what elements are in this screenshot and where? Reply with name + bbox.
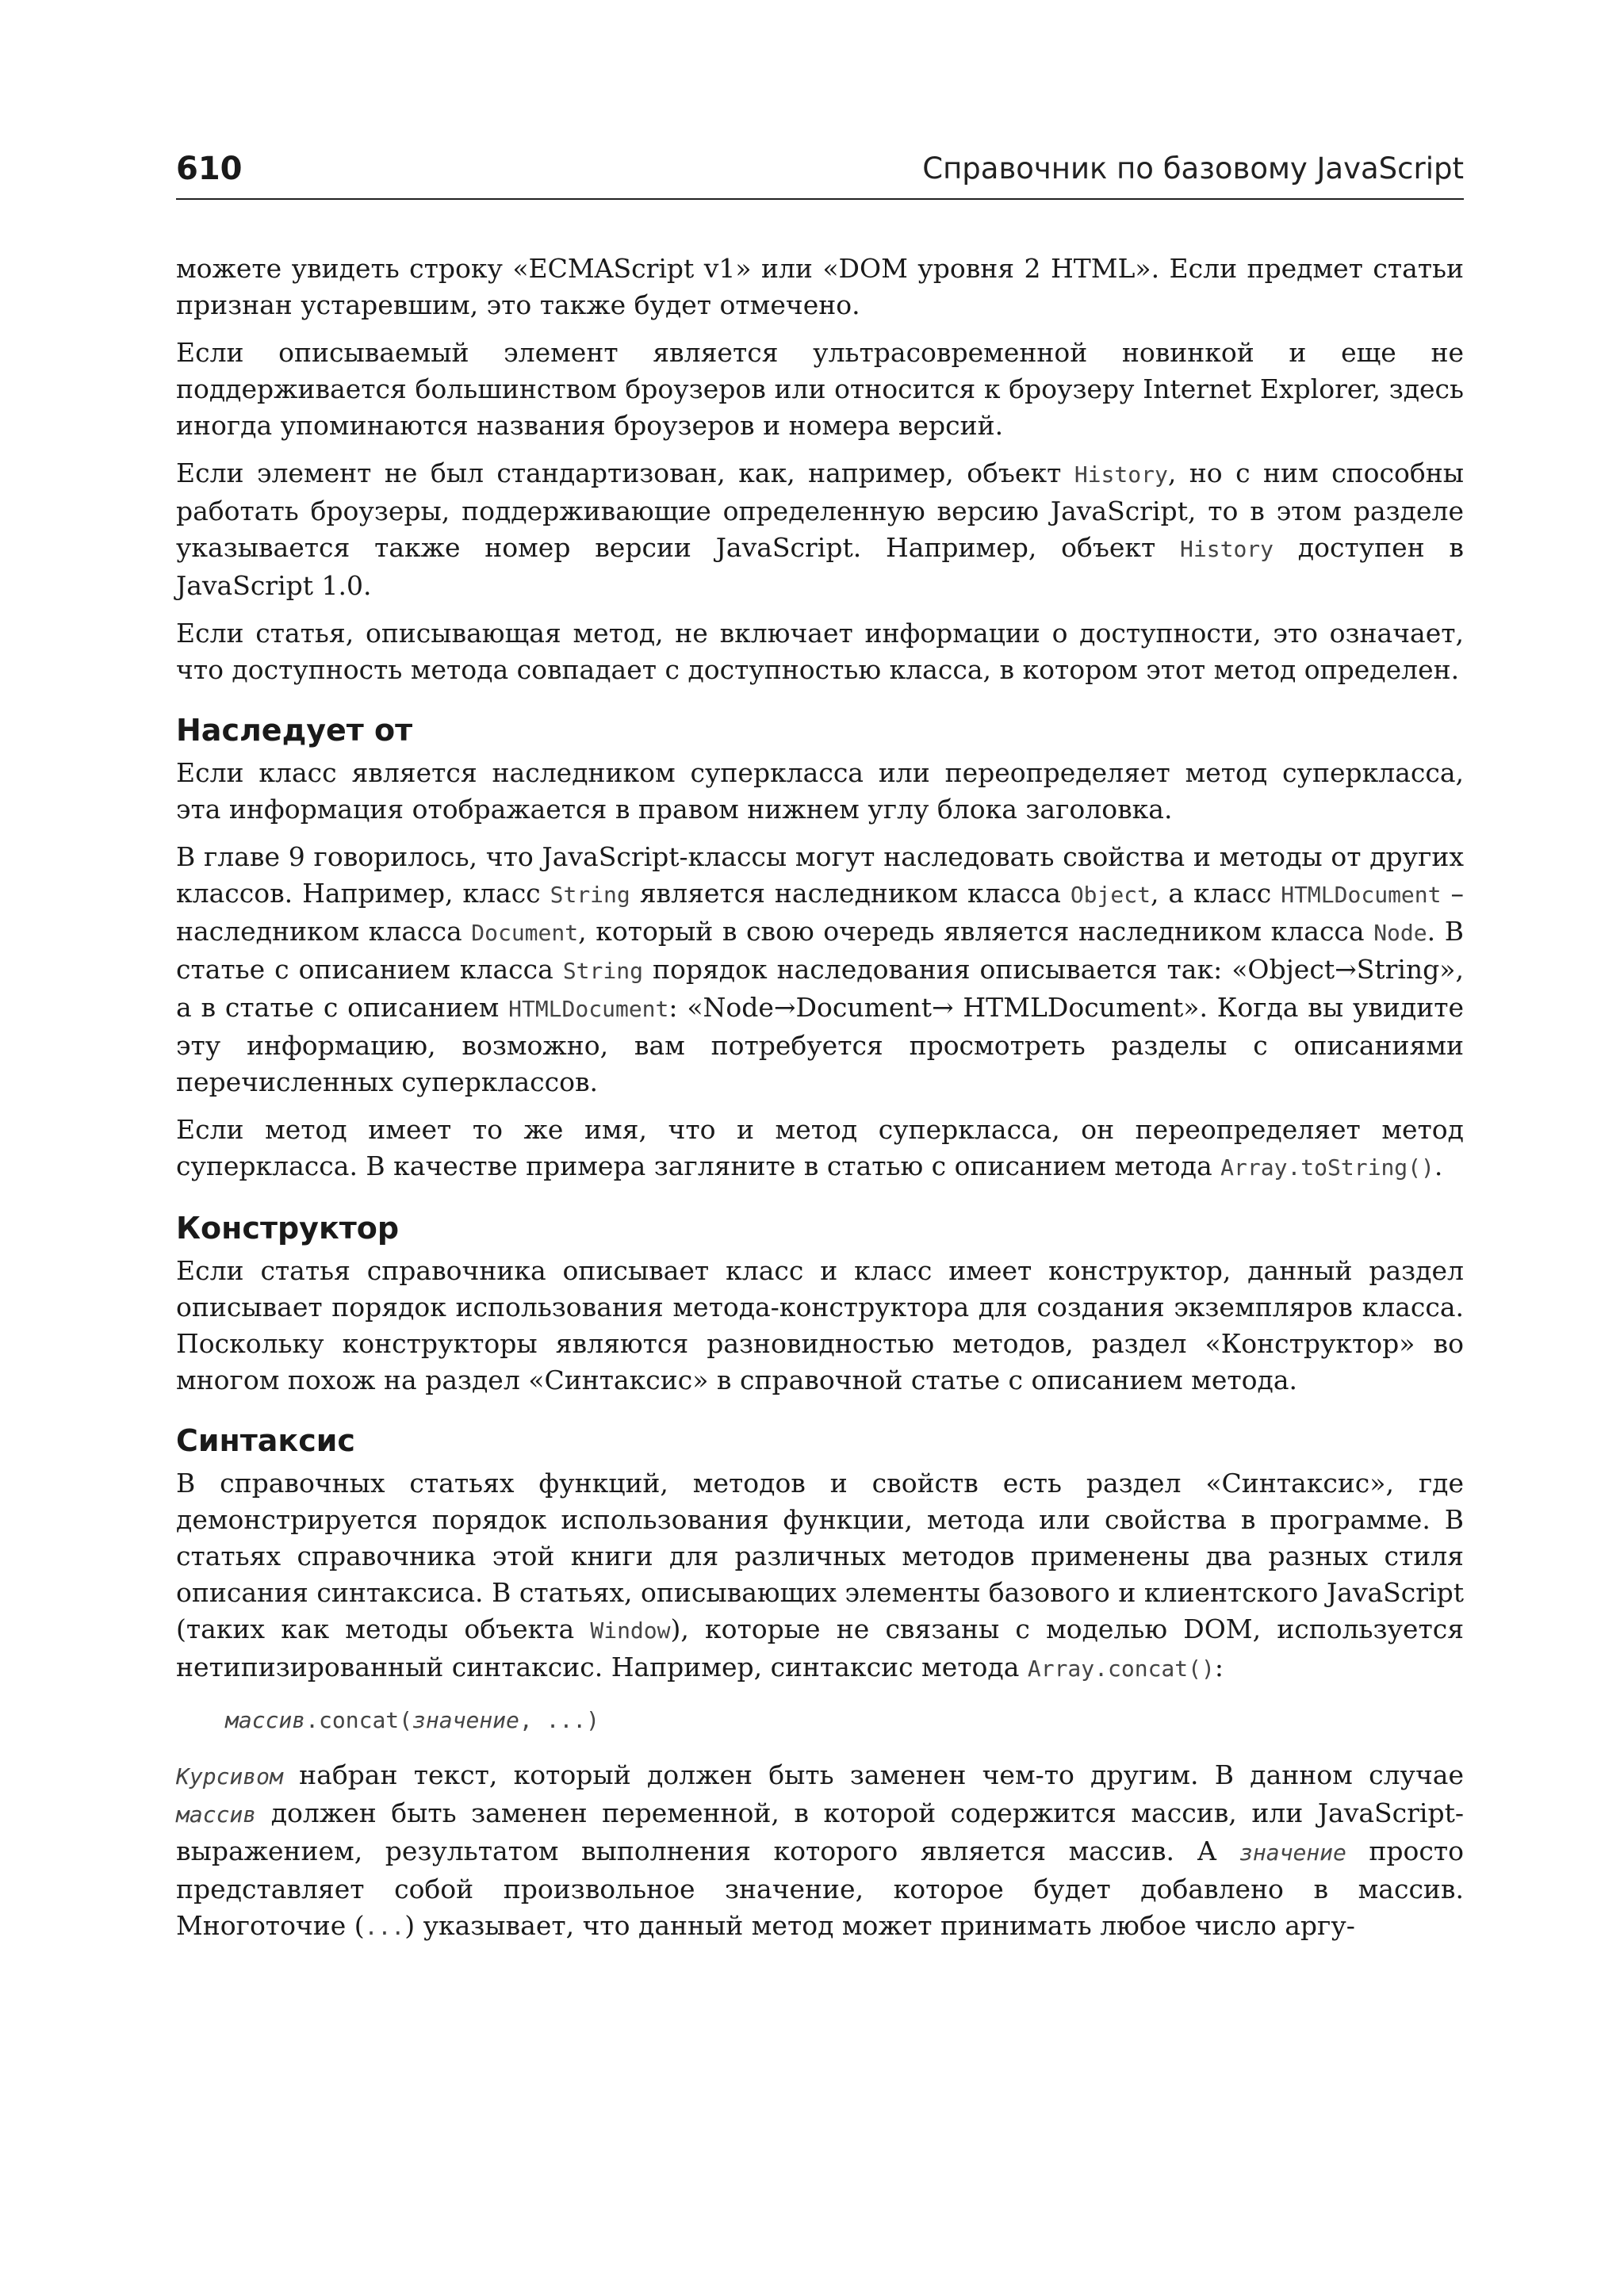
text-run: доступен в JavaScript 1.0. <box>176 532 1464 601</box>
section-heading-syntax: Синтаксис <box>176 1423 355 1458</box>
text-run: Если метод имеет то же имя, что и метод суперкласса, он переопределяет метод суперкласса. В качестве примера загляните в статью с описанием метода <box>176 1114 1464 1181</box>
paragraph <box>176 455 1464 604</box>
paragraph <box>176 1465 1464 1687</box>
text-run: : <box>1214 1652 1224 1682</box>
text-run: . В статье с описанием класса <box>176 916 1464 985</box>
code-example <box>225 1705 1464 1736</box>
italic-code: Курсивом <box>176 1763 283 1790</box>
text-run: , а класс <box>1150 878 1281 909</box>
inline-code: HTMLDocument <box>1281 882 1442 908</box>
inline-code: Object <box>1070 882 1151 908</box>
paragraph: можете увидеть строку «ECMAScript v1» или «DOM уровня 2 HTML». Если предмет статьи признан устаревшим, это также будет отмечено. <box>176 253 1464 320</box>
text-run: . <box>1434 1150 1443 1181</box>
inline-code: ... <box>364 1914 405 1940</box>
code-method: .concat( <box>305 1707 413 1733</box>
text-run: набран текст, который должен быть заменен чем-то другим. В данном случае <box>282 1759 1464 1790</box>
text-run: , который в свою очередь является наследником класса <box>578 916 1374 947</box>
inline-code: Document <box>471 920 579 946</box>
page-number: 610 <box>176 151 243 187</box>
text-run: просто представляет собой произвольное значение, которое будет добавлено в массив. Многоточие ( <box>176 1836 1464 1941</box>
code-argument: значение <box>412 1707 519 1733</box>
text-run: ), которые не связаны с моделью DOM, используется нетипизированный синтаксис. Например, синтаксис метода <box>176 1614 1465 1682</box>
page-body <box>176 251 1464 1957</box>
inline-code: Array.concat() <box>1027 1656 1215 1682</box>
italic-code: массив <box>176 1801 257 1828</box>
code-object: массив <box>225 1707 306 1733</box>
paragraph: Если класс является наследником суперкласса или переопределяет метод суперкласса, эта информация отображается в правом нижнем углу блока заголовка. <box>176 757 1464 825</box>
text-run: является наследником класса <box>630 878 1071 909</box>
page-header <box>176 149 1464 200</box>
text-run: : «Node→Document→ HTMLDocument». Когда вы увидите эту информацию, возможно, вам потребуется просмотреть разделы с описаниями перечисленных суперклассов. <box>176 992 1464 1097</box>
paragraph: Если статья, описывающая метод, не включает информации о доступности, это означает, что доступность метода совпадает с доступностью класса, в котором этот метод определен. <box>176 618 1464 685</box>
text-run: Если элемент не был стандартизован, как, например, объект <box>176 457 1074 488</box>
text-run: должен быть заменен переменной, в которой содержится массив, или JavaScript-выражением, результатом выполнения которого является массив. А <box>176 1797 1464 1866</box>
inline-code: String <box>550 882 630 908</box>
inline-code: History <box>1074 461 1168 488</box>
text-run: – наследником класса <box>176 878 1464 947</box>
inline-code: History <box>1180 536 1274 562</box>
paragraph: Если статья справочника описывает класс и класс имеет конструктор, данный раздел описывает порядок использования метода-конструктора для создания экземпляров класса. Поскольку конструкторы являются разновидностью методов, раздел «Конструктор» во многом похож на раздел «Синтаксис» в справочной статье с описанием метода. <box>176 1255 1464 1395</box>
italic-code: значение <box>1239 1839 1346 1866</box>
paragraph: Если описываемый элемент является ультрасовременной новинкой и еще не поддерживается большинством броузеров или относится к броузеру Internet Explorer, здесь иногда упоминаются названия броузеров и номера версий. <box>176 337 1464 441</box>
inline-code: HTMLDocument <box>508 996 669 1022</box>
text-run: ) указывает, что данный метод может принимать любое число аргу- <box>404 1910 1355 1941</box>
running-title: Справочник по базовому JavaScript <box>922 151 1464 186</box>
text-run: порядок наследования описывается так: «Object→String», а в статье с описанием <box>176 954 1464 1023</box>
inline-code: Node <box>1373 920 1427 946</box>
text-run: В справочных статьях функций, методов и свойств есть раздел «Синтаксис», где демонстрируется порядок использования функции, метода или свойства в программе. В статьях справочника этой книги для различных методов применены два разных стиля описания синтаксиса. В статьях, описывающих элементы базового и клиентского JavaScript (таких как методы объекта <box>176 1468 1464 1644</box>
inline-code: Array.toString() <box>1220 1154 1434 1181</box>
paragraph <box>176 1757 1464 1946</box>
section-heading-constructor: Конструктор <box>176 1211 400 1246</box>
inline-code: Window <box>590 1617 671 1644</box>
text-run: , но с ним способны работать броузеры, поддерживающие определенную версию JavaScript, то в этом разделе указывается также номер версии JavaScript. Например, объект <box>176 457 1464 563</box>
code-rest: , ...) <box>519 1707 600 1733</box>
inline-code: String <box>562 958 643 984</box>
text-run: В главе 9 говорилось, что JavaScript-классы могут наследовать свойства и методы от других классов. Например, класс <box>176 841 1464 909</box>
section-heading-inherits: Наследует от <box>176 713 413 748</box>
paragraph <box>176 1112 1464 1186</box>
paragraph <box>176 839 1464 1101</box>
